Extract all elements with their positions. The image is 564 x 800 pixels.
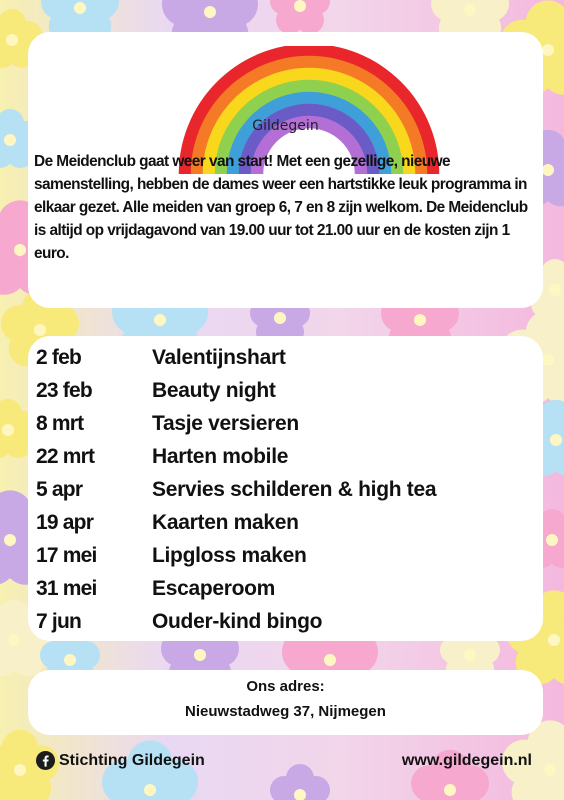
schedule-row — [36, 374, 536, 407]
flower-center — [14, 244, 26, 256]
schedule-activity: Tasje versieren — [152, 411, 299, 435]
schedule-row — [36, 572, 536, 605]
schedule-activity: Servies schilderen & high tea — [152, 477, 437, 501]
schedule-row — [36, 506, 536, 539]
flower-center — [444, 784, 456, 796]
schedule-activity: Ouder-kind bingo — [152, 609, 323, 633]
schedule-activity: Lipgloss maken — [152, 543, 307, 567]
flower-center — [414, 314, 426, 326]
schedule-activity: Harten mobile — [152, 444, 289, 468]
flower-center — [550, 434, 562, 446]
schedule-date: 31 mei — [36, 576, 97, 600]
flower-center — [464, 649, 476, 661]
facebook-link[interactable] — [36, 751, 205, 770]
flower-center — [74, 2, 86, 14]
flower-center — [542, 354, 554, 366]
flower-center — [324, 654, 336, 666]
schedule-date: 5 apr — [36, 477, 83, 501]
website-link[interactable]: www.gildegein.nl — [401, 752, 532, 769]
flower-center — [4, 134, 16, 146]
address-value: Nieuwstadweg 37, Nijmegen — [185, 703, 386, 720]
schedule-activity: Escaperoom — [152, 576, 276, 600]
flower-center — [548, 634, 560, 646]
schedule-row — [36, 539, 536, 572]
flower-center — [544, 764, 556, 776]
schedule-list — [36, 341, 536, 638]
schedule-date: 17 mei — [36, 543, 97, 567]
schedule-row — [36, 407, 536, 440]
facebook-icon — [36, 751, 55, 770]
intro-card — [28, 32, 543, 308]
schedule-row — [36, 605, 536, 638]
schedule-row — [36, 473, 536, 506]
schedule-activity: Valentijnshart — [152, 345, 286, 369]
flower-center — [542, 164, 554, 176]
address-label: Ons adres: — [246, 678, 325, 695]
flower-center — [194, 649, 206, 661]
schedule-activity: Beauty night — [152, 378, 276, 402]
flower-center — [4, 534, 16, 546]
schedule-date: 19 apr — [36, 510, 94, 534]
logo-text: Gildegein — [252, 118, 319, 134]
schedule-date: 8 mrt — [36, 411, 84, 435]
flower-center — [64, 654, 76, 666]
schedule-date: 7 jun — [36, 609, 82, 633]
flower-center — [204, 6, 216, 18]
flower-center — [274, 312, 286, 324]
schedule-row — [36, 440, 536, 473]
facebook-label: Stichting Gildegein — [59, 751, 205, 769]
schedule-date: 23 feb — [36, 378, 92, 402]
schedule-date: 22 mrt — [36, 444, 95, 468]
flower-center — [144, 784, 156, 796]
flower-center — [464, 4, 476, 16]
flower-center — [542, 44, 554, 56]
schedule-date: 2 feb — [36, 345, 82, 369]
schedule-row — [36, 341, 536, 374]
flower-center — [2, 424, 14, 436]
flower-center — [294, 0, 306, 12]
flower-center — [6, 34, 18, 46]
schedule-activity: Kaarten maken — [152, 510, 299, 534]
address-card — [28, 670, 543, 735]
flower-center — [154, 314, 166, 326]
schedule-card — [28, 336, 543, 641]
flower-center — [8, 634, 20, 646]
flower-center — [549, 284, 561, 296]
intro-text: De Meidenclub gaat weer van start! Met een gezellige, nieuwe samenstelling, hebben de dames weer een hartstikke leuk programma in elkaar gezet. Alle meiden van groep 6, 7 en 8 zijn welkom. De Meidenclub is altijd op vrijdagavond van 19.00 uur tot 21.00 uur en de kosten zijn 1 euro. — [34, 153, 528, 262]
flower-center — [34, 324, 46, 336]
flower-center — [14, 764, 26, 776]
flower-center — [546, 534, 558, 546]
